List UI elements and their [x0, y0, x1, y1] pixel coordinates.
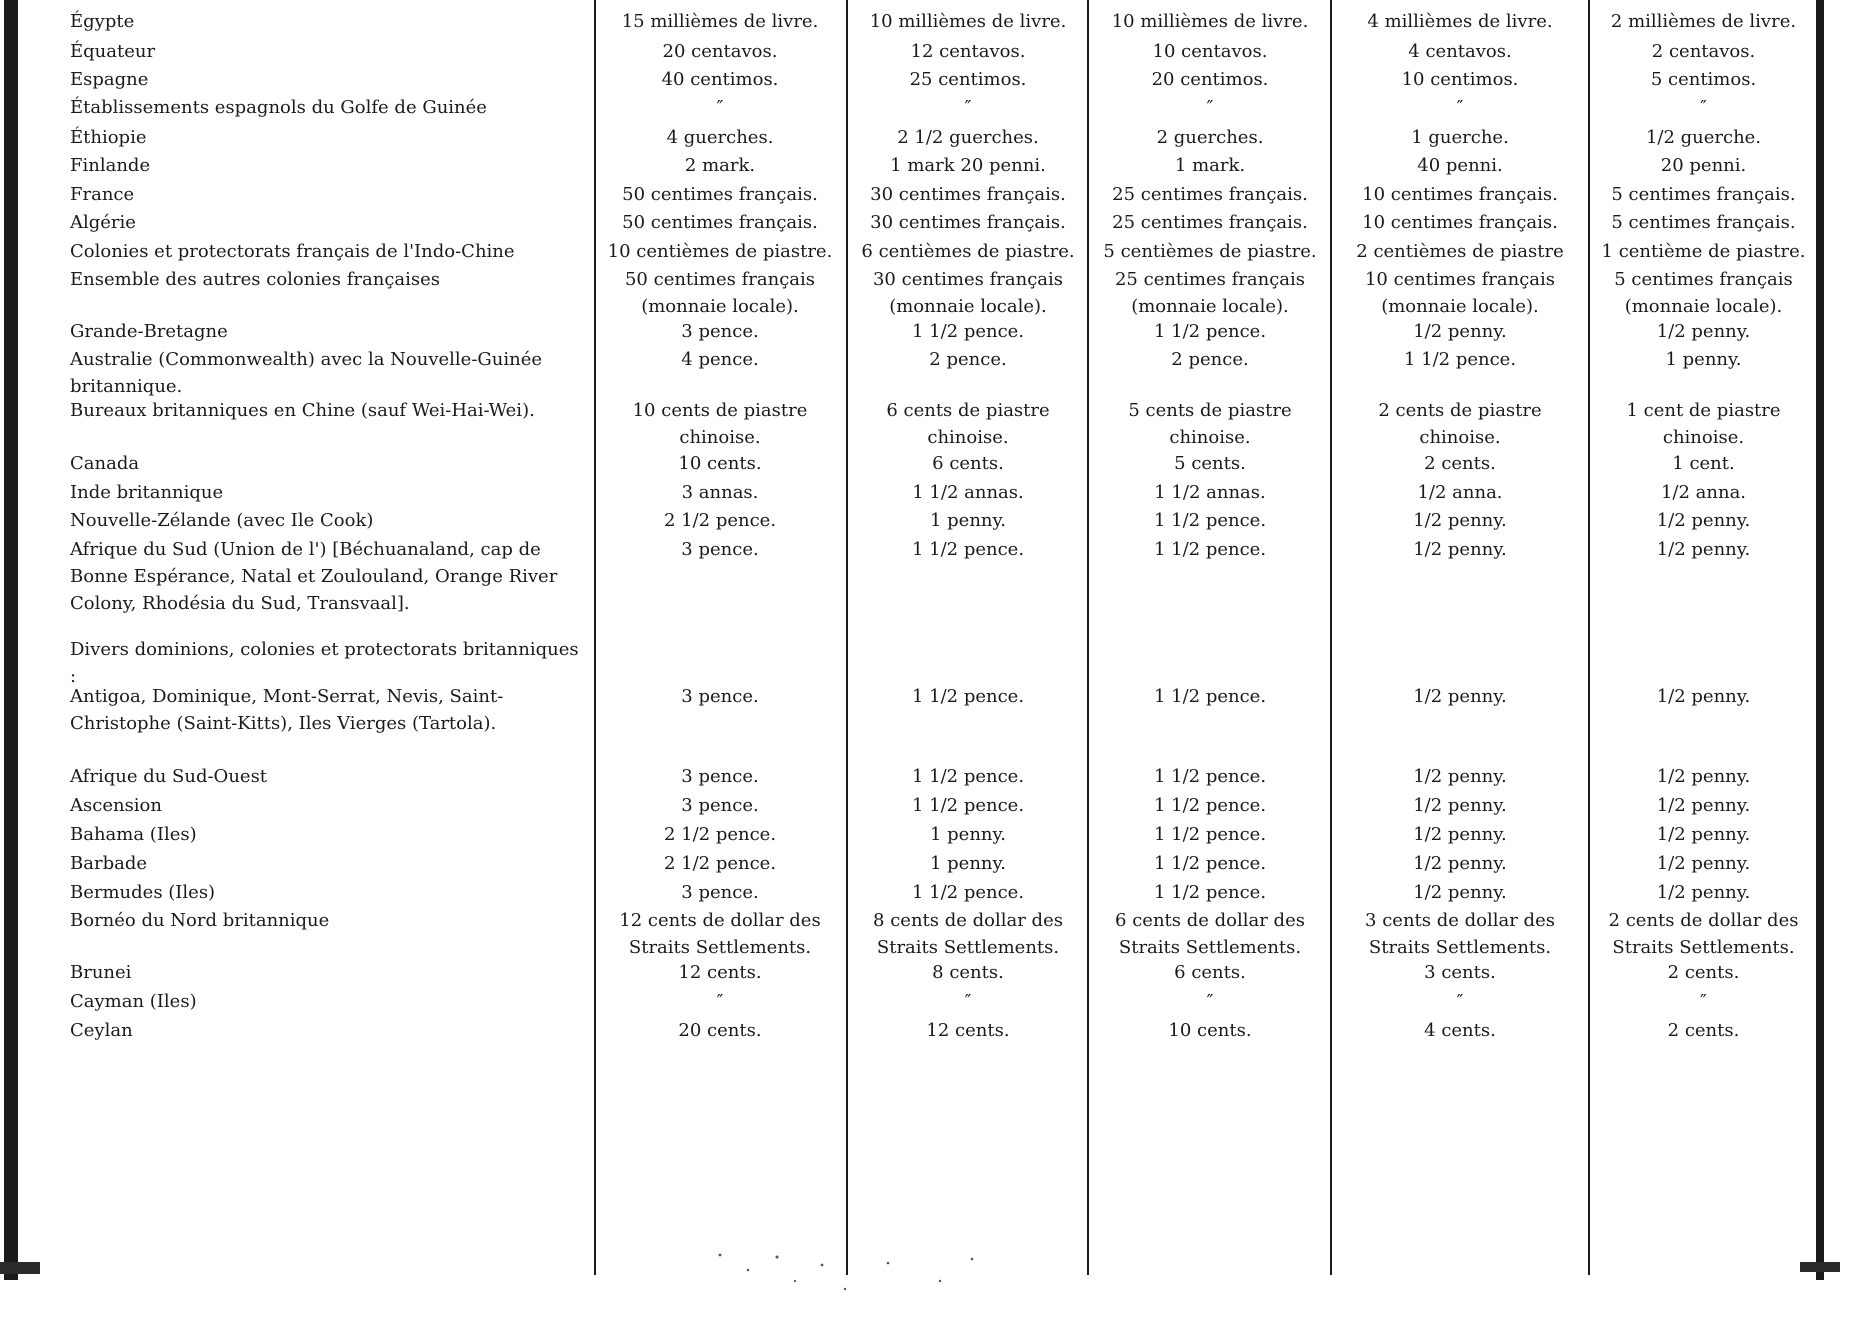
rate-cell: 2 cents de piastre chinoise.	[1378, 400, 1542, 448]
rate-cell: 10 cents de piastre chinoise.	[632, 400, 808, 448]
country-name: Éthiopie	[70, 127, 147, 148]
country-name: Afrique du Sud (Union de l') [Béchuanaland, cap de Bonne Espérance, Natal et Zoulouland, Orange River Colony, Rhodésia du Sud, Transvaal].	[70, 539, 558, 614]
rate-cell: 10 cents.	[678, 453, 762, 474]
country-name: Grande-Bretagne	[70, 321, 228, 342]
rate-cell: 3 cents de dollar des Straits Settlements.	[1365, 910, 1555, 958]
country-name: France	[70, 184, 135, 205]
rate-cell: 1/2 penny.	[1413, 321, 1507, 342]
rate-cell: 1 1/2 pence.	[1153, 321, 1267, 342]
country-name: Nouvelle-Zélande (avec Ile Cook)	[70, 510, 374, 531]
rate-cell: 4 guerches.	[666, 127, 774, 148]
rate-cell: 1 mark.	[1174, 155, 1246, 176]
rate-cell: ″	[964, 991, 972, 1012]
rate-cell: 2 cents.	[1667, 962, 1740, 983]
rate-cell: 1 1/2 pence.	[911, 321, 1025, 342]
rate-cell: 10 centimes français.	[1362, 212, 1558, 233]
rate-cell: 25 centimes français (monnaie locale).	[1114, 269, 1306, 317]
rate-cell: ″	[1456, 97, 1464, 118]
rate-cell: 10 centièmes de piastre.	[607, 241, 833, 262]
column-rule	[846, 0, 848, 1275]
rate-cell: 10 millièmes de livre.	[1111, 11, 1309, 32]
rate-cell: 20 centavos.	[662, 41, 778, 62]
rate-cell: 10 centimes français (monnaie locale).	[1364, 269, 1556, 317]
rate-cell: 1/2 penny.	[1413, 795, 1507, 816]
rate-cell: 1 1/2 pence.	[1153, 795, 1267, 816]
rate-cell: 3 annas.	[681, 482, 759, 503]
rate-cell: 2 1/2 pence.	[663, 510, 777, 531]
rate-cell: 30 centimes français (monnaie locale).	[872, 269, 1064, 317]
rate-cell: 5 centimos.	[1650, 69, 1757, 90]
rate-cell: 4 cents.	[1424, 1020, 1496, 1041]
rate-cell: 1/2 anna.	[1417, 482, 1503, 503]
rate-cell: 1 penny.	[929, 510, 1007, 531]
rate-cell: 40 centimos.	[661, 69, 779, 90]
rate-cell: 1 1/2 pence.	[1153, 686, 1267, 707]
rate-cell: ″	[1206, 97, 1214, 118]
rate-cell: 3 pence.	[681, 766, 759, 787]
column-rule	[1588, 0, 1590, 1275]
rate-cell: 10 millièmes de livre.	[869, 11, 1067, 32]
rate-cell: ″	[716, 991, 724, 1012]
rate-cell: 3 cents.	[1424, 962, 1496, 983]
rate-cell: 50 centimes français (monnaie locale).	[624, 269, 816, 317]
rate-cell: 1/2 penny.	[1656, 824, 1751, 845]
rate-cell: 50 centimes français.	[622, 184, 818, 205]
rate-cell: 1 1/2 pence.	[1403, 349, 1517, 370]
country-name: Divers dominions, colonies et protectorats britanniques :	[70, 639, 579, 687]
rate-cell: 50 centimes français.	[622, 212, 818, 233]
country-name: Bureaux britanniques en Chine (sauf Wei-Hai-Wei).	[70, 400, 535, 421]
rate-cell: 6 cents.	[932, 453, 1004, 474]
rate-cell: 1 penny.	[1665, 349, 1742, 370]
country-name: Établissements espagnols du Golfe de Guinée	[70, 97, 487, 118]
rate-cell: 2 guerches.	[1156, 127, 1264, 148]
column-rule	[1330, 0, 1332, 1275]
rate-cell: 1/2 guerche.	[1645, 127, 1762, 148]
rate-cell: 4 millièmes de livre.	[1367, 11, 1553, 32]
rate-cell: ″	[1456, 991, 1464, 1012]
rate-cell: 30 centimes français.	[870, 212, 1066, 233]
rate-cell: 1/2 anna.	[1660, 482, 1747, 503]
rate-cell: 1 mark 20 penni.	[890, 155, 1046, 176]
country-name: Bermudes (Iles)	[70, 882, 216, 903]
rate-cell: 5 cents de piastre chinoise.	[1128, 400, 1292, 448]
rate-cell: 1 1/2 pence.	[911, 795, 1025, 816]
rate-cell: 20 cents.	[678, 1020, 762, 1041]
rate-cell: 2 cents.	[1424, 453, 1496, 474]
rate-cell: 3 pence.	[681, 539, 759, 560]
rate-cell: 6 cents de dollar des Straits Settlements.	[1115, 910, 1305, 958]
rate-cell: 1 cent de piastre chinoise.	[1626, 400, 1781, 448]
rate-cell: 1/2 penny.	[1413, 882, 1507, 903]
rate-cell: 2 1/2 pence.	[663, 824, 777, 845]
rate-cell: 1/2 penny.	[1656, 795, 1751, 816]
country-name: Équateur	[70, 41, 156, 62]
rate-cell: 25 centimes français.	[1112, 184, 1308, 205]
country-name: Algérie	[70, 212, 136, 233]
rate-cell: 10 centavos.	[1152, 41, 1268, 62]
country-name: Australie (Commonwealth) avec la Nouvelle-Guinée britannique.	[70, 349, 543, 397]
rate-cell: 2 cents.	[1667, 1020, 1740, 1041]
country-name: Afrique du Sud-Ouest	[70, 766, 268, 787]
rate-cell: 1 1/2 pence.	[1153, 853, 1267, 874]
rate-cell: 15 millièmes de livre.	[621, 11, 819, 32]
rate-cell: 1/2 penny.	[1413, 686, 1507, 707]
country-name: Colonies et protectorats français de l'Indo-Chine	[70, 241, 515, 262]
rate-cell: 30 centimes français.	[870, 184, 1066, 205]
country-name: Ceylan	[70, 1020, 133, 1041]
rate-cell: 5 cents.	[1174, 453, 1246, 474]
rate-cell: 5 centimes français.	[1611, 184, 1796, 205]
rate-cell: 1/2 penny.	[1656, 539, 1751, 560]
rate-cell: ″	[964, 97, 972, 118]
rate-cell: 2 cents de dollar des Straits Settlements.	[1608, 910, 1799, 958]
country-name: Brunei	[70, 962, 132, 983]
print-specks	[700, 1245, 1000, 1315]
rate-cell: 6 cents de piastre chinoise.	[886, 400, 1050, 448]
rate-cell: 1/2 penny.	[1413, 824, 1507, 845]
country-name: Ascension	[70, 795, 162, 816]
rate-cell: 40 penni.	[1417, 155, 1503, 176]
rate-cell: 1 1/2 pence.	[1153, 824, 1267, 845]
rate-cell: 2 centavos.	[1651, 41, 1756, 62]
rate-cell: 1 1/2 pence.	[1153, 510, 1267, 531]
rate-cell: 4 centavos.	[1408, 41, 1512, 62]
rate-cell: 1/2 penny.	[1656, 882, 1751, 903]
rate-cell: 12 cents de dollar des Straits Settlements.	[619, 910, 821, 958]
rate-cell: 5 centimes français.	[1611, 212, 1796, 233]
rate-cell: 2 millièmes de livre.	[1610, 11, 1797, 32]
rate-cell: ″	[1700, 97, 1707, 118]
rate-cell: 2 pence.	[1171, 349, 1249, 370]
rate-cell: 1/2 penny.	[1413, 539, 1507, 560]
rate-cell: 2 1/2 guerches.	[897, 127, 1039, 148]
rate-cell: 25 centimes français.	[1112, 212, 1308, 233]
rate-cell: 1 1/2 annas.	[1154, 482, 1266, 503]
rate-cell: 8 cents.	[932, 962, 1004, 983]
rate-cell: 2 1/2 pence.	[663, 853, 777, 874]
country-name: Égypte	[70, 11, 135, 32]
rate-cell: 3 pence.	[681, 321, 759, 342]
rate-cell: 1 1/2 annas.	[912, 482, 1024, 503]
rate-cell: 1 1/2 pence.	[1153, 539, 1267, 560]
rate-cell: 2 centièmes de piastre	[1356, 241, 1564, 262]
rate-cell: 10 cents.	[1168, 1020, 1252, 1041]
country-name: Espagne	[70, 69, 149, 90]
rate-cell: ″	[1700, 991, 1707, 1012]
rate-cell: 12 centavos.	[910, 41, 1026, 62]
rate-cell: 2 pence.	[929, 349, 1007, 370]
country-name: Antigoa, Dominique, Mont-Serrat, Nevis, Saint-Christophe (Saint-Kitts), Iles Vierges (Tartola).	[70, 686, 504, 734]
rate-cell: 1 1/2 pence.	[911, 686, 1025, 707]
country-name: Barbade	[70, 853, 147, 874]
country-name: Canada	[70, 453, 140, 474]
country-name: Cayman (Iles)	[70, 991, 197, 1012]
rate-cell: 5 centimes français (monnaie locale).	[1614, 269, 1793, 317]
rate-cell: 20 penni.	[1660, 155, 1747, 176]
rate-cell: 6 centièmes de piastre.	[861, 241, 1075, 262]
rate-cell: 20 centimos.	[1151, 69, 1269, 90]
rate-cell: 4 pence.	[681, 349, 759, 370]
rate-cell: 1 1/2 pence.	[1153, 882, 1267, 903]
rate-cell: 1 cent.	[1672, 453, 1735, 474]
rate-cell: 1/2 penny.	[1656, 686, 1751, 707]
rate-cell: 25 centimos.	[909, 69, 1027, 90]
rate-cell: 3 pence.	[681, 686, 759, 707]
rate-cell: 10 centimos.	[1401, 69, 1519, 90]
rate-cell: ″	[1206, 991, 1214, 1012]
rate-cell: 1 1/2 pence.	[1153, 766, 1267, 787]
rate-cell: 5 centièmes de piastre.	[1103, 241, 1317, 262]
rate-cell: 1 1/2 pence.	[911, 766, 1025, 787]
rate-cell: 1/2 penny.	[1656, 766, 1751, 787]
country-name: Bornéo du Nord britannique	[70, 910, 330, 931]
rate-cell: 12 cents.	[926, 1020, 1010, 1041]
column-rule	[1087, 0, 1089, 1275]
rate-cell: 1 1/2 pence.	[911, 882, 1025, 903]
rate-cell: 1 penny.	[929, 824, 1007, 845]
rate-cell: 1/2 penny.	[1413, 853, 1507, 874]
rate-cell: 3 pence.	[681, 795, 759, 816]
rate-cell: ″	[716, 97, 724, 118]
rate-cell: 1 1/2 pence.	[911, 539, 1025, 560]
rate-cell: 12 cents.	[678, 962, 762, 983]
rate-cell: 1 centième de piastre.	[1601, 241, 1806, 262]
rate-cell: 1 guerche.	[1411, 127, 1509, 148]
rate-cell: 10 centimes français.	[1362, 184, 1558, 205]
rate-cell: 8 cents de dollar des Straits Settlements.	[873, 910, 1063, 958]
rate-cell: 1/2 penny.	[1413, 510, 1507, 531]
country-name: Finlande	[70, 155, 151, 176]
rate-cell: 3 pence.	[681, 882, 759, 903]
rate-cell: 1/2 penny.	[1656, 510, 1751, 531]
country-name: Bahama (Iles)	[70, 824, 197, 845]
rate-cell: 1/2 penny.	[1656, 321, 1751, 342]
rate-cell: 1/2 penny.	[1656, 853, 1751, 874]
country-name: Inde britannique	[70, 482, 224, 503]
country-name: Ensemble des autres colonies françaises	[70, 269, 441, 290]
rate-cell: 1/2 penny.	[1413, 766, 1507, 787]
column-rule	[594, 0, 596, 1275]
rate-cell: 1 penny.	[929, 853, 1007, 874]
rate-cell: 2 mark.	[684, 155, 756, 176]
rate-cell: 6 cents.	[1174, 962, 1246, 983]
